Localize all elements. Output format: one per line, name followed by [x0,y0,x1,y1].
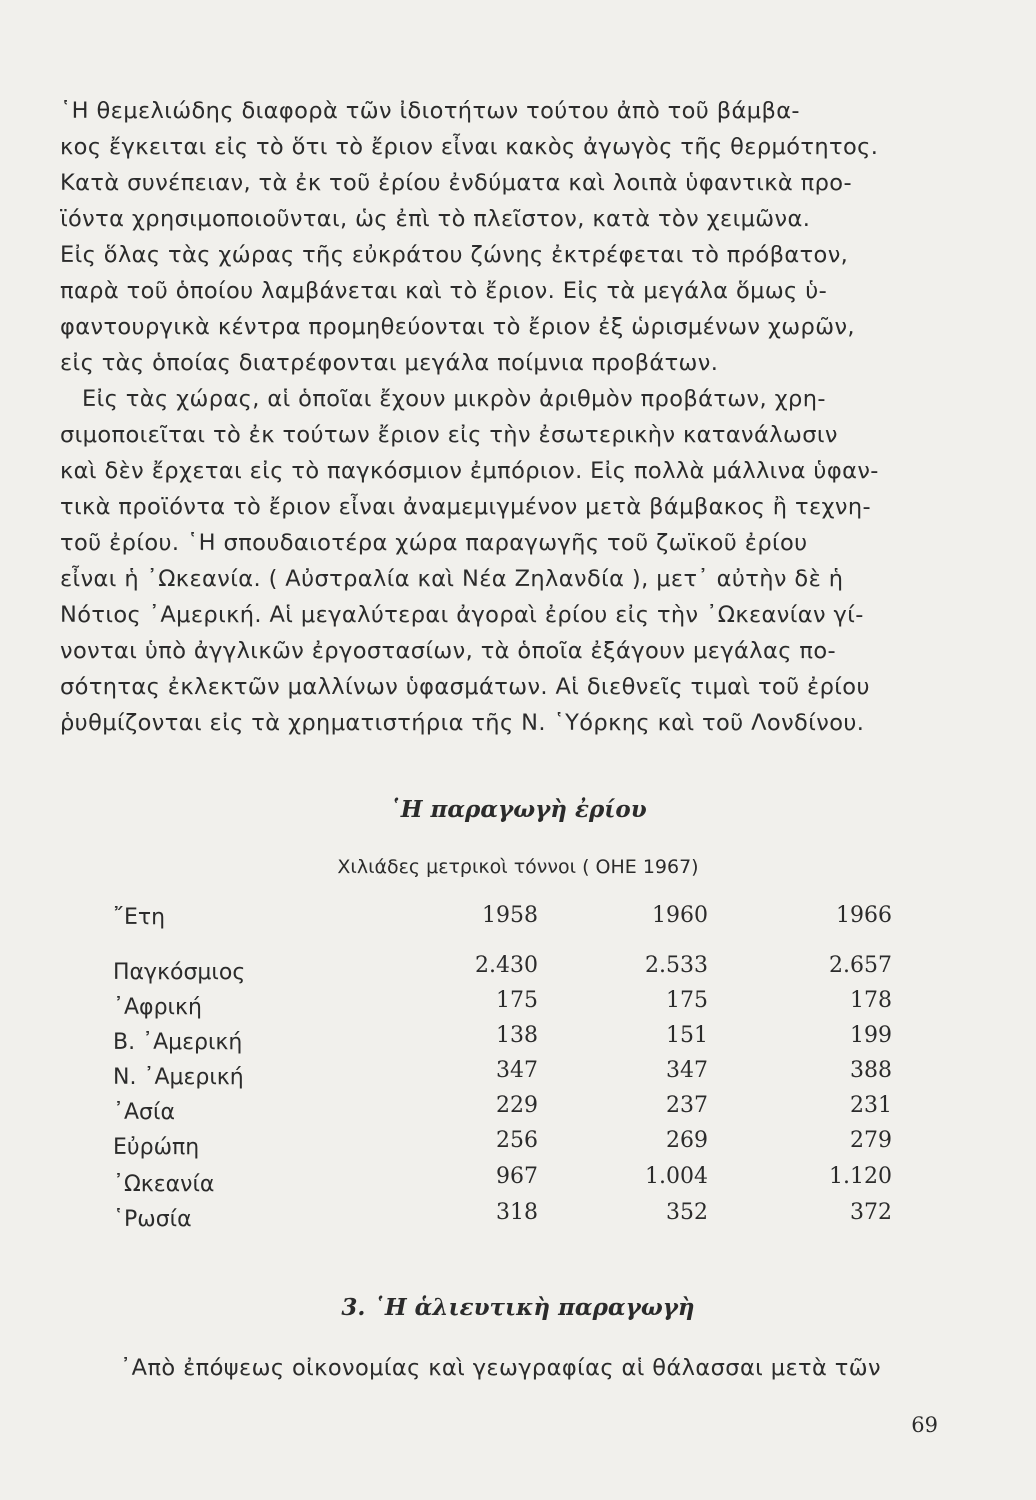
header-label: ῎Ετη [113,905,166,930]
paragraph-line: καὶ δὲν ἔρχεται εἰς τὸ παγκόσμιον ἐμπόριον. Εἰς πολλὰ μάλλινα ὑφαν- [60,458,879,484]
row-label: Παγκόσμιος [113,960,246,985]
header-year: 1966 [836,903,892,928]
row-label: Β. ᾿Αμερική [113,1030,243,1055]
row-value: 199 [850,1023,892,1048]
paragraph-line: τοῦ ἐρίου. ῾Η σπουδαιοτέρα χώρα παραγωγῆς τοῦ ζωϊκοῦ ἐρίου [60,530,808,556]
paragraph-line: ᾿Απὸ ἐπόψεως οἰκονομίας καὶ γεωγραφίας αἱ θάλασσαι μετὰ τῶν [120,1355,881,1381]
header-year: 1960 [652,903,708,928]
table-title: ῾Η παραγωγὴ ἐρίου [389,796,647,823]
row-value: 229 [496,1093,538,1118]
row-value: 237 [666,1093,708,1118]
row-value: 256 [496,1128,538,1153]
paragraph-line: σότητας ἐκλεκτῶν μαλλίνων ὑφασμάτων. Αἱ διεθνεῖς τιμαὶ τοῦ ἐρίου [60,674,870,700]
row-value: 2.430 [475,953,538,978]
table-subtitle: Χιλιάδες μετρικοὶ τόννοι ( ΟΗΕ 1967) [337,856,699,878]
paragraph-line: εἶναι ἡ ᾿Ωκεανία. ( Αὐστραλία καὶ Νέα Ζηλανδία ), μετ᾿ αὐτὴν δὲ ἡ [60,566,844,592]
paragraph-line: τικὰ προϊόντα τὸ ἔριον εἶναι ἀναμεμιγμένον μετὰ βάμβακος ἢ τεχνη- [60,494,872,520]
row-value: 372 [850,1200,892,1225]
page-number: 69 [911,1413,938,1437]
header-year: 1958 [482,903,538,928]
row-value: 138 [496,1023,538,1048]
row-value: 178 [850,988,892,1013]
row-value: 352 [666,1200,708,1225]
paragraph-line: παρὰ τοῦ ὁποίου λαμβάνεται καὶ τὸ ἔριον. Εἰς τὰ μεγάλα ὅμως ὑ- [60,278,828,304]
paragraph-line: Κατὰ συνέπειαν, τὰ ἐκ τοῦ ἐρίου ἐνδύματα καὶ λοιπὰ ὑφαντικὰ προ- [60,170,852,196]
row-value: 1.004 [645,1164,708,1189]
row-value: 231 [850,1093,892,1118]
row-value: 151 [666,1023,708,1048]
row-value: 967 [496,1164,538,1189]
paragraph-line: κος ἔγκειται εἰς τὸ ὅτι τὸ ἔριον εἶναι κακὸς ἀγωγὸς τῆς θερμότητος. [60,134,879,160]
paragraph-line: Εἰς τὰς χώρας, αἱ ὁποῖαι ἔχουν μικρὸν ἀριθμὸν προβάτων, χρη- [82,386,826,412]
paragraph-line: ϊόντα χρησιμοποιοῦνται, ὡς ἐπὶ τὸ πλεῖστον, κατὰ τὸν χειμῶνα. [60,206,811,232]
row-value: 2.657 [829,953,892,978]
paragraph-line: νονται ὑπὸ ἀγγλικῶν ἐργοστασίων, τὰ ὁποῖα ἐξάγουν μεγάλας πο- [60,638,837,664]
row-label: ᾿Ασία [113,1100,175,1125]
row-value: 388 [850,1058,892,1083]
row-value: 2.533 [645,953,708,978]
row-label: Ν. ᾿Αμερική [113,1065,244,1090]
paragraph-line: ῥυθμίζονται εἰς τὰ χρηματιστήρια τῆς Ν. ῾Υόρκης καὶ τοῦ Λονδίνου. [60,710,865,736]
row-label: ῾Ρωσία [113,1207,192,1232]
row-value: 175 [496,988,538,1013]
row-label: Εὐρώπη [113,1135,200,1160]
row-value: 318 [496,1200,538,1225]
row-label: ᾿Αφρική [113,995,202,1020]
paragraph-line: Νότιος ᾿Αμερική. Αἱ μεγαλύτεραι ἀγοραὶ ἐρίου εἰς τὴν ᾿Ωκεανίαν γί- [60,602,864,628]
section-heading: 3. ῾Η ἁλιευτικὴ παραγωγὴ [341,1294,695,1321]
paragraph-line: Εἰς ὅλας τὰς χώρας τῆς εὐκράτου ζώνης ἐκτρέφεται τὸ πρόβατον, [60,242,849,268]
row-value: 269 [666,1128,708,1153]
paragraph-line: φαντουργικὰ κέντρα προμηθεύονται τὸ ἔριον ἐξ ὡρισμένων χωρῶν, [60,314,855,340]
row-value: 279 [850,1128,892,1153]
paragraph-line: ῾Η θεμελιώδης διαφορὰ τῶν ἰδιοτήτων τούτου ἀπὸ τοῦ βάμβα- [60,98,800,124]
row-value: 175 [666,988,708,1013]
row-value: 1.120 [829,1164,892,1189]
row-label: ᾿Ωκεανία [113,1172,215,1197]
paragraph-line: σιμοποιεῖται τὸ ἐκ τούτων ἔριον εἰς τὴν ἐσωτερικὴν κατανάλωσιν [60,422,838,448]
row-value: 347 [666,1058,708,1083]
paragraph-line: εἰς τὰς ὁποίας διατρέφονται μεγάλα ποίμνια προβάτων. [60,350,719,376]
row-value: 347 [496,1058,538,1083]
